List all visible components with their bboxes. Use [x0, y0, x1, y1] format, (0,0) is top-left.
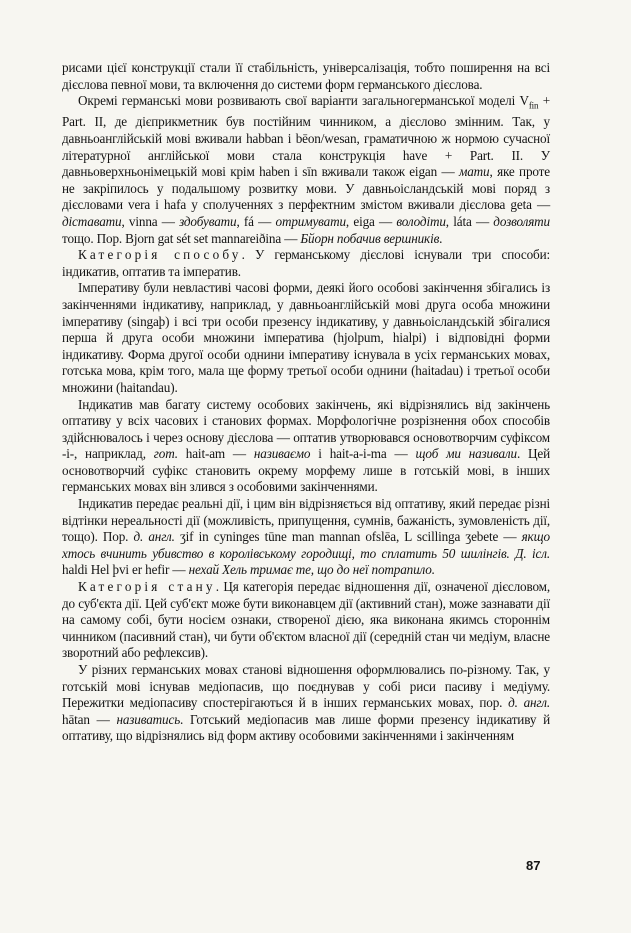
italic-text: нехай Хель тримає те, що до неї потрапило.	[188, 562, 435, 578]
text-segment: , vinna —	[121, 213, 180, 229]
italic-text: діставати	[62, 213, 122, 229]
italic-text: називатись	[116, 711, 181, 727]
text-segment: У різних германських мовах станові відношення оформлювались по-різному. Так, у готській мові існував медіопасив, що поєднував у собі риси пасиву і медіуму. Пережитки медіопасиву спостерігаються й в інших германських мовах, пор.	[62, 662, 550, 711]
text-segment: Окремі германські мови розвивають свої варіанти загальногерманської моделі V	[78, 93, 529, 109]
text-segment: + Part. II, де дієприкметник був постійним чинником, а дієслово змінним. Так, у давньоанглійській мові вживали habban і bēon/wesan, граматичною ж нормою сучасної літературної англійської мови стала конструкція have + Part. II. У давньоверхньонімецькій мові крім haben і sīn вживали також eigan —	[62, 93, 550, 180]
page-number: 87	[526, 858, 541, 873]
italic-text: здобувати	[179, 213, 237, 229]
italic-text: д. англ.	[133, 529, 175, 545]
text-segment: тощо. Пор. Bjorn gat sét set mannareiðina —	[62, 230, 301, 246]
text-segment: рисами цієї конструкції стали її стабільність, універсалізація, тобто поширення на всі дієслова певної мови, та включення до системи форм германського дієслова.	[62, 60, 550, 92]
italic-text: якщо хтось вчинить убивство в королівському городищі, то сплатить 50 шилінгів. Д. ісл.	[62, 529, 550, 561]
text-segment: , eiga —	[345, 213, 397, 229]
paragraph	[62, 662, 550, 745]
italic-text: гот.	[153, 446, 178, 462]
paragraph	[62, 579, 550, 662]
text-segment: Індикатив передає реальні дії, і цим він відрізняється від оптативу, який передає різні відтінки нереальності дії (можливість, припущення, сумнів, бажаність, зумовленість дії, тощо). Пор.	[62, 496, 550, 545]
text-segment: . Готський медіопасив мав лише форми презенсу індикативу й оптативу, що відрізнялись від форм активу особовими закінченнями і закінченням	[62, 711, 550, 744]
text-segment: fin	[528, 100, 539, 111]
text-segment: , láta —	[445, 213, 494, 229]
paragraph	[62, 93, 550, 247]
text-segment: ʒif in cyninges tūne man mannan ofslēa, L scillinga ʒebete —	[174, 529, 522, 545]
italic-text: володіти	[396, 213, 446, 229]
text-segment: haldi Hel þvi er hefir —	[62, 562, 189, 578]
italic-text: щоб ми називали	[415, 446, 517, 462]
text-segment: , fá —	[236, 213, 276, 229]
paragraph	[62, 280, 550, 396]
section-heading: Категорія стану	[78, 579, 216, 595]
text-segment: . У германському дієслові існували три способи: індикатив, оптатив та імператив.	[62, 247, 551, 279]
italic-text: дозволяти	[493, 213, 550, 229]
italic-text: мати	[458, 164, 490, 180]
paragraph	[62, 60, 550, 93]
paragraph	[62, 397, 550, 497]
paragraph	[62, 247, 550, 280]
italic-text: д. англ.	[508, 695, 550, 711]
body-text	[62, 60, 550, 745]
text-segment: .	[439, 230, 443, 246]
text-segment: Імперативу були невластиві часові форми, деякі його особові закінчення збігались із закінченнями індикативу, наприклад, у давньоанглійській мові друга особа множини імперативу (singaþ) і всі три особи презенсу індикативу, у давньоісландській збігалися перша й друга особи множини імператива (hjolpum, hialpi) і відповідні форми індикативу. Форма другої особи однини імперативу існувала в усіх германських мовах, готська мова, крім того, мала ще форму третьої особи однини (haitadau) і третьої особи множини (haitandau).	[62, 280, 550, 395]
italic-text: Бйорн побачив вершників	[300, 230, 440, 246]
text-segment: . Ця категорія передає відношення дії, означеної дієсловом, до суб'єкта дії. Цей суб'єкт може бути виконавцем дії (активний стан), може зазнавати дії на самому собі, бути носієм ознаки, створеної дією, яка виконана якимсь стороннім чинником (пасивний стан), чи бути об'єктом власної дії (середній стан чи медіум, власне зворотний або рефлексив).	[62, 579, 550, 661]
italic-text: називаємо	[253, 446, 311, 462]
text-segment: . Цей основотворчий суфікс становить окрему морфему лише в готській мові, в інших германських мовах він злився з особовими закінченнями.	[62, 446, 550, 495]
text-segment: і hait-a-i-ma —	[310, 446, 416, 462]
section-heading: Категорія способу	[78, 247, 242, 263]
text-segment: hātan —	[62, 711, 117, 727]
paragraph	[62, 496, 550, 579]
text-segment: , яке проте не закріпилось у подальшому розвитку мови. У давньоісландській мові поряд з дієсловами vera і hafa у сполученнях з перфектним змістом вживали дієслова geta —	[62, 164, 550, 213]
text-segment: Індикатив мав багату систему особових закінчень, які відрізнялись від закінчень оптативу у всіх часових і станових формах. Морфологічне розрізнення обох способів здійснювалось і через основу дієслова — оптатив утворювався основотворчим суфіксом -і-, наприклад,	[62, 396, 550, 462]
text-segment: hait-am —	[177, 446, 254, 462]
italic-text: отримувати	[275, 213, 346, 229]
